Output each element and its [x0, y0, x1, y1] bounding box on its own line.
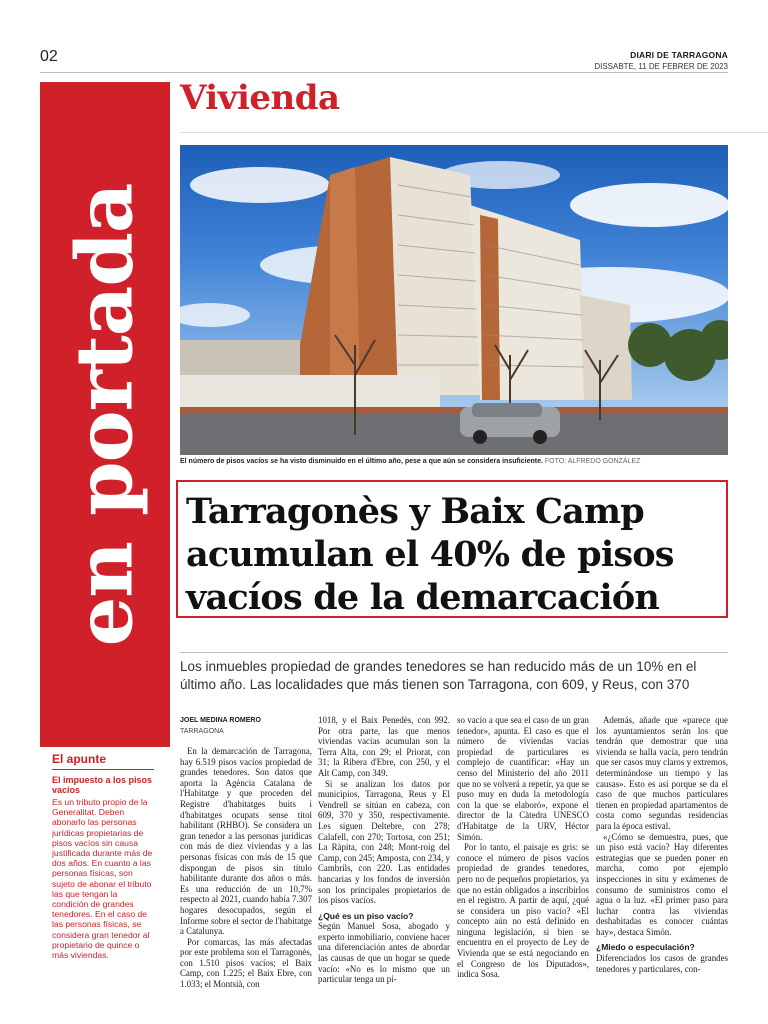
article-column-2 — [318, 715, 450, 985]
side-banner-text: en portada — [59, 183, 151, 646]
paragraph: Según Manuel Sosa, abogado y experto inmobiliario, conviene hacer una diferenciación antes de abordar las causas de que un hogar se quede vacío: «No es lo mismo que un particular tenga un pi- — [318, 921, 450, 985]
article-column-3 — [457, 715, 589, 980]
paragraph: En la demarcación de Tarragona, hay 6.519 pisos vacíos propiedad de grandes tenedores. Son datos que aporta la Agència Catalana de l'Habitatge y que proceden del Registre d'habitatges buits i d'habitatges ocupats sense títol habilitant (RHBO). Se considera un gran tenedor a las personas jurídicas con más de diez viviendas y a las personas físicas con más de 15 que dispongan de pisos sin título habilitante durante dos años o más. Es una reducción de un 10,7% respecto al 2021, cuando había 7.307 hogares desocupados, según el Informe sobre el sector de l'habitatge a Catalunya. — [180, 746, 312, 937]
paragraph: Por lo tanto, el paisaje es gris: se conoce el número de pisos vacíos propiedad de grandes tenedores, pero no de pequeños propietarios, ya que no están obligados a inscribirlos en el registro. A partir de aquí, ¿qué se considera un piso vacío? «El concepto aún no está definido en ninguna legislación, si bien se encuentra en el proyecto de Ley de Vivienda que se está negociando en el Congreso de los Diputados», indica Sosa. — [457, 842, 589, 980]
paragraph: 1018, y el Baix Penedès, con 992. Por otra parte, las que menos viviendas vacías acumulan son la Terra Alta, con 29; el Priorat, con 31; la Ribera d'Ebre, con 250, y el Alt Camp, con 349. — [318, 715, 450, 778]
sidebar-divider — [52, 769, 154, 770]
paragraph: Si se analizan los datos por municipios, Tarragona, Reus y El Vendrell se sitúan en cabeza, con 609, 370 y 350, respectivamente. Les siguen Deltebre, con 278; Calafell, con 270; Tortosa, con 251; La Ràpita, con 248; Mont-roig del Camp, con 245; Amposta, con 234, y Cambrils, con 220. Las entidades bancarias y los fondos de inversión son los principales propietarios de los pisos vacíos. — [318, 778, 450, 906]
paragraph: Por comarcas, las más afectadas por este problema son el Tarragonès, con 1.510 pisos vacíos; el Baix Camp, con 1.225; el Baix Ebre, con 1.033; el Montsià, con — [180, 936, 312, 990]
publication-date: DISSABTE, 11 DE FEBRER DE 2023 — [594, 62, 728, 71]
headline-line-2: acumulan el 40% de pisos — [186, 534, 674, 575]
top-divider — [40, 72, 728, 73]
paragraph: so vacío a que sea el caso de un gran tenedor», apunta. El caso es que el número de viviendas vacías propiedad de particulares es complejo de cuantificar: «Hay un censo del Ministerio del año 2011 que no se volverá a repetir, ya que se puso muy en duda la metodología con la que se elaboró», expone el director de la Càtedra UNESCO d'Habitatge de la URV, Héctor Simón. — [457, 715, 589, 842]
headline — [186, 490, 718, 619]
section-title: Vivienda — [180, 78, 340, 118]
article-place: TARRAGONA — [180, 728, 224, 735]
photo-caption — [180, 458, 728, 465]
masthead — [594, 50, 728, 72]
subheading: ¿Qué es un piso vacío? — [318, 910, 414, 921]
headline-box — [176, 480, 728, 618]
caption-text: El número de pisos vacíos se ha visto disminuido en el último año, pese a que aún se considera insuficiente. — [180, 458, 543, 465]
headline-line-1: Tarragonès y Baix Camp — [186, 491, 644, 532]
paragraph: Además, añade que «parece que los ayuntamientos serán los que tendrán que demostrar que una vivienda se halla vacía, pero tendrán que ser casos muy claros y extremos, determinándose un tiempo y las causas». Esto es así porque se da el caso de que muchos particulares tienen en propiedad apartamentos de costa como segundas residencias para la época estival. — [596, 715, 728, 831]
deck-divider — [180, 652, 728, 653]
sidebar-title: El impuesto a los pisos vacíos — [52, 775, 153, 795]
photo-credit: FOTO: ALFREDO GONZÁLEZ — [544, 458, 641, 465]
article-column-1 — [180, 746, 312, 990]
side-banner — [40, 82, 170, 747]
page-number: 02 — [40, 48, 58, 65]
paragraph: Diferenciados los casos de grandes tenedores y particulares, con- — [596, 953, 728, 974]
article-byline: JOEL MEDINA ROMERO — [180, 717, 261, 724]
article-deck: Los inmuebles propiedad de grandes tenedores se han reducido más de un 10% en el último año. Las localidades que más tienen son Tarragona, con 609, y Reus, con 370 — [180, 659, 697, 692]
sidebar-text: Es un tributo propio de la Generalitat. Deben abonarlo las personas jurídicas propietarias de pisos vacíos sin causa justificada durante más de dos años. En cuanto a las personas físicas, son sujeto de abonar el tributo las que tengan la condición de grandes tenedores. En el caso de las personas físicas, se considera gran tenedor al propietario de quince o más viviendas. — [52, 797, 153, 961]
building-illustration — [180, 145, 728, 455]
sidebar-heading: El apunte — [52, 752, 107, 766]
article-photo — [180, 145, 728, 455]
headline-line-3: vacíos de la demarcación — [186, 577, 660, 618]
section-divider — [180, 132, 768, 133]
paragraph: «¿Cómo se demuestra, pues, que un piso está vacío? Hay diferentes estrategias que se pueden poner en marcha, como por ejemplo inspecciones in situ y exámenes de consumo de suministros como el agua o la luz. «El primer paso para luchar contra las viviendas deshabitadas es conocer cuántas hay», destaca Simón. — [596, 831, 728, 937]
subheading: ¿Miedo o especulación? — [596, 942, 695, 953]
article-column-4 — [596, 715, 728, 974]
publication-name: DIARI DE TARRAGONA — [630, 50, 728, 60]
